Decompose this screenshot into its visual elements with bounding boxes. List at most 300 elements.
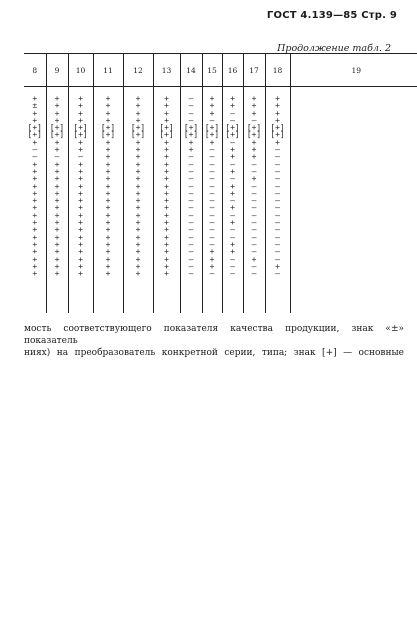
table-cell-column	[180, 87, 202, 314]
table-cell-mark: —	[275, 174, 280, 184]
table-cell-mark: +	[54, 203, 60, 213]
table-cell-mark: [+]	[270, 123, 285, 133]
table-cell-mark: +	[54, 145, 60, 155]
table-cell-mark: +	[275, 137, 280, 147]
table-cell-mark: —	[230, 159, 235, 169]
table-cell-mark: +	[164, 166, 169, 176]
table-cell-mark: +	[230, 239, 235, 249]
table-cell-mark: +	[78, 239, 83, 249]
table-cell-mark: +	[54, 261, 60, 271]
table-cell-mark: +	[54, 166, 60, 176]
table-cell-mark: —	[78, 152, 83, 162]
table-cell-mark: —	[230, 196, 235, 206]
table-cell-mark: —	[251, 232, 257, 242]
table-cell-mark: [+]	[49, 130, 65, 140]
table-cell-mark: +	[209, 261, 215, 271]
table-cell-mark: +	[105, 145, 111, 155]
table-cell-mark: —	[275, 269, 280, 279]
table-cell-mark: +	[251, 174, 257, 184]
table-cell-mark: [+]	[159, 130, 174, 140]
column-header: 18	[265, 54, 290, 87]
table-cell-mark: —	[275, 254, 280, 264]
table-cell-column	[265, 87, 290, 314]
table-cell-mark: [+]	[100, 130, 116, 140]
table-cell-mark: +	[164, 225, 169, 235]
table-cell-mark: +	[78, 225, 83, 235]
table-cell-mark: +	[32, 210, 38, 220]
table-cell-mark: +	[105, 101, 111, 111]
table-cell-mark: +	[230, 101, 235, 111]
column-header: 14	[180, 54, 202, 87]
table-cell-mark: +	[78, 188, 83, 198]
table-cell-mark: +	[135, 188, 141, 198]
table-cell-mark: —	[230, 108, 235, 118]
table-cell-mark: —	[230, 269, 235, 279]
table-cell-mark: [+]	[73, 130, 88, 140]
column-header: 16	[222, 54, 243, 87]
table-cell-mark: ±	[32, 101, 38, 111]
table-cell-mark: —	[209, 188, 215, 198]
table-cell-column	[290, 87, 417, 314]
table-cell-mark: +	[78, 181, 83, 191]
column-header: 19	[290, 54, 417, 87]
table-cell-mark: +	[54, 101, 60, 111]
table-cell-mark: —	[275, 203, 280, 213]
table-cell-mark: —	[209, 152, 215, 162]
table-cell-mark: +	[54, 108, 60, 118]
table-cell-mark: —	[251, 218, 257, 228]
table-cell-mark: +	[105, 232, 111, 242]
table-cell-mark: —	[188, 232, 194, 242]
table-cell-mark: +	[164, 261, 169, 271]
table-cell-column	[46, 87, 68, 314]
table-continuation-label: Продолжение табл. 2	[277, 43, 391, 54]
table-cell-mark: +	[164, 115, 169, 125]
table-cell-mark: +	[54, 239, 60, 249]
table-cell-mark: +	[32, 174, 38, 184]
table-cell-mark: +	[164, 247, 169, 257]
table-body-row	[24, 87, 417, 314]
table-cell-mark: +	[105, 108, 111, 118]
table-cell-mark: [+]	[246, 130, 262, 140]
table-cell-mark: —	[230, 137, 235, 147]
table-cell-mark: +	[164, 108, 169, 118]
table-cell-mark: —	[188, 166, 194, 176]
table-cell-mark: +	[105, 203, 111, 213]
table-cell-mark: —	[188, 159, 194, 169]
table-cell-mark: [+]	[225, 123, 240, 133]
table-cell-mark: +	[230, 145, 235, 155]
table-cell-mark: +	[32, 254, 38, 264]
table-cell-mark: +	[54, 269, 60, 279]
table-cell-mark: +	[78, 210, 83, 220]
table-cell-mark: +	[135, 210, 141, 220]
table-cell-mark: —	[209, 174, 215, 184]
table-cell-mark: +	[209, 94, 215, 103]
table-cell-mark: +	[135, 232, 141, 242]
table-cell-mark: +	[188, 145, 194, 155]
table-cell-mark: +	[32, 115, 38, 125]
table-cell-mark: +	[135, 145, 141, 155]
table-cell-mark: [+]	[246, 123, 262, 133]
table-cell-mark: +	[78, 159, 83, 169]
table-cell-mark: —	[188, 210, 194, 220]
table-cell-mark: +	[54, 254, 60, 264]
table-cell-mark: —	[251, 166, 257, 176]
table-cell-mark: +	[275, 115, 280, 125]
column-header: 13	[153, 54, 180, 87]
table-cell-mark: +	[135, 152, 141, 162]
table-cell-mark: —	[188, 247, 194, 257]
table-cell-mark: —	[275, 232, 280, 242]
table-cell-mark: +	[164, 137, 169, 147]
table-cell-mark: +	[251, 108, 257, 118]
table-cell-mark: —	[251, 210, 257, 220]
table-cell-mark: +	[54, 232, 60, 242]
table-cell-mark: —	[275, 188, 280, 198]
table-cell-mark: +	[105, 166, 111, 176]
table-cell-mark: +	[32, 218, 38, 228]
table-cell-mark: —	[209, 269, 215, 279]
table-cell-mark: —	[230, 115, 235, 125]
table-cell-mark: +	[135, 254, 141, 264]
table-cell-mark: —	[54, 152, 60, 162]
table-cell-mark: —	[209, 196, 215, 206]
table-cell-mark: +	[32, 247, 38, 257]
table-cell-mark: [+]	[49, 123, 65, 133]
table-cell-column	[202, 87, 222, 314]
table-cell-mark: [+]	[225, 130, 240, 140]
table-cell-mark: +	[78, 145, 83, 155]
table-cell-mark: [+]	[204, 123, 220, 133]
table-cell-mark: [+]	[27, 123, 42, 133]
column-header: 11	[93, 54, 123, 87]
table-cell-mark: +	[32, 108, 38, 118]
table-cell-mark: +	[164, 101, 169, 111]
table-cell-mark: —	[188, 254, 194, 264]
table-cell-mark: +	[251, 254, 257, 264]
table-cell-mark: —	[188, 108, 194, 118]
table-cell-mark: +	[54, 210, 60, 220]
table-cell-mark: +	[78, 261, 83, 271]
table-header-row	[24, 54, 417, 87]
table-cell-mark: +	[251, 152, 257, 162]
table-cell-column	[153, 87, 180, 314]
table-cell-mark: —	[188, 203, 194, 213]
table-cell-mark: +	[135, 218, 141, 228]
table-cell-mark: —	[275, 166, 280, 176]
table-cell-mark: +	[251, 101, 257, 111]
table-cell-mark: —	[275, 218, 280, 228]
table-cell-mark: +	[164, 181, 169, 191]
table-cell-mark: —	[188, 239, 194, 249]
table-cell-mark: —	[188, 218, 194, 228]
table-cell-mark: —	[209, 225, 215, 235]
table-cell-mark: —	[188, 261, 194, 271]
table-cell-mark: +	[164, 174, 169, 184]
table-cell-mark: —	[209, 239, 215, 249]
table-cell-mark: +	[78, 218, 83, 228]
column-header: 8	[24, 54, 46, 87]
table-cell-mark: —	[230, 261, 235, 271]
table-cell-mark: —	[251, 247, 257, 257]
table-cell-mark: +	[54, 159, 60, 169]
table-cell-mark: +	[54, 94, 60, 103]
table-cell-mark: +	[164, 269, 169, 279]
table-cell-mark: [+]	[130, 123, 146, 133]
table-cell-column	[93, 87, 123, 314]
table-cell-mark: —	[251, 203, 257, 213]
table-cell-mark: +	[135, 174, 141, 184]
table-cell-mark: +	[135, 108, 141, 118]
table-cell-mark: +	[54, 247, 60, 257]
table-cell-mark: —	[230, 174, 235, 184]
table-cell-mark: +	[251, 145, 257, 155]
table-cell-mark: +	[230, 166, 235, 176]
column-header: 9	[46, 54, 68, 87]
table-cell-mark: +	[135, 181, 141, 191]
table-cell-mark: +	[105, 115, 111, 125]
table-cell-mark: —	[251, 115, 257, 125]
table-cell-mark: +	[105, 239, 111, 249]
body-text	[24, 323, 404, 359]
table-cell-column	[68, 87, 93, 314]
table-cell-mark: +	[105, 159, 111, 169]
table-cell-mark: +	[105, 269, 111, 279]
table-cell-mark: +	[32, 166, 38, 176]
table-cell-mark: +	[251, 94, 257, 103]
table-cell-mark: +	[230, 152, 235, 162]
table-cell-mark: —	[209, 203, 215, 213]
table-cell-mark: +	[105, 247, 111, 257]
table-cell-mark: [+]	[130, 130, 146, 140]
table-cell-mark: +	[275, 101, 280, 111]
table-cell-mark: +	[78, 137, 83, 147]
table-cell-mark: +	[54, 218, 60, 228]
table-cell-mark: +	[54, 181, 60, 191]
table-cell-mark: +	[135, 159, 141, 169]
table-cell-mark: —	[188, 174, 194, 184]
table-cell-mark: +	[105, 188, 111, 198]
table-cell-mark: +	[78, 254, 83, 264]
table-cell-mark: —	[275, 210, 280, 220]
table-cell-mark: +	[275, 108, 280, 118]
table-cell-mark: +	[209, 108, 215, 118]
table-cell-mark: —	[32, 145, 38, 155]
table-cell-mark: +	[135, 239, 141, 249]
table-cell-mark: +	[32, 225, 38, 235]
table-cell-mark: +	[32, 261, 38, 271]
table-cell-mark: —	[188, 101, 194, 111]
table-cell-mark: +	[32, 181, 38, 191]
table-cell-mark: +	[135, 101, 141, 111]
table-cell-mark: —	[209, 145, 215, 155]
table-cell-mark: +	[164, 145, 169, 155]
table-cell-mark: +	[188, 137, 194, 147]
table-cell-mark: [+]	[183, 123, 199, 133]
table-cell-mark: +	[78, 247, 83, 257]
table-cell-mark: +	[78, 232, 83, 242]
table-cell-mark: —	[209, 166, 215, 176]
table-cell-mark: +	[32, 203, 38, 213]
table-cell-mark: —	[251, 225, 257, 235]
table-cell-mark: +	[230, 181, 235, 191]
table-cell-mark: +	[275, 261, 280, 271]
table-cell-mark: —	[188, 152, 194, 162]
body-text-line: ниях) на преобразователь конкретной серии, типа; знак [+] — основные	[24, 348, 404, 358]
table-cell-mark: —	[230, 210, 235, 220]
table-cell-mark: +	[54, 137, 60, 147]
table-cell-mark: +	[54, 115, 60, 125]
table-cell-mark: —	[188, 94, 194, 103]
table-cell-mark: +	[135, 269, 141, 279]
table-cell-mark: +	[32, 196, 38, 206]
table-cell-mark: +	[164, 203, 169, 213]
table-cell-mark: +	[32, 159, 38, 169]
table-cell-mark: +	[275, 94, 280, 103]
table-cell-mark: +	[32, 232, 38, 242]
table-cell-mark: —	[251, 159, 257, 169]
table-cell-mark: +	[164, 218, 169, 228]
table-cell-mark: +	[105, 181, 111, 191]
table-cell-mark: +	[78, 101, 83, 111]
table-cell-mark: +	[164, 159, 169, 169]
table-cell-mark: —	[188, 115, 194, 125]
table-cell-mark: +	[105, 218, 111, 228]
table-cell-mark: +	[78, 174, 83, 184]
table-cell-mark: +	[135, 261, 141, 271]
table-cell-mark: [+]	[204, 130, 220, 140]
table-cell-mark: —	[32, 152, 38, 162]
table-cell-mark: +	[78, 115, 83, 125]
table-cell-mark: —	[188, 188, 194, 198]
table-cell-mark: +	[209, 137, 215, 147]
table-cell-mark: +	[78, 203, 83, 213]
table-cell-mark: +	[230, 218, 235, 228]
table-cell-mark: —	[230, 225, 235, 235]
table-cell-mark: —	[275, 181, 280, 191]
table-cell-mark: +	[105, 254, 111, 264]
table-cell-mark: —	[188, 225, 194, 235]
table-cell-mark: —	[251, 188, 257, 198]
table-cell-mark: +	[135, 166, 141, 176]
table-cell-mark: +	[164, 254, 169, 264]
table-cell-mark: +	[78, 269, 83, 279]
table-cell-mark: —	[209, 159, 215, 169]
table-cell-mark: +	[164, 196, 169, 206]
table-cell-mark: +	[164, 94, 169, 103]
table-cell-mark: —	[209, 181, 215, 191]
table-cell-mark: +	[105, 196, 111, 206]
table-cell-column	[222, 87, 243, 314]
table-cell-mark: +	[164, 232, 169, 242]
table-cell-mark: +	[164, 152, 169, 162]
column-header: 12	[123, 54, 153, 87]
table-cell-mark: +	[54, 225, 60, 235]
table-cell-column	[24, 87, 46, 314]
table-cell-mark: +	[54, 188, 60, 198]
table-cell-mark: —	[275, 145, 280, 155]
table-cell-mark: +	[32, 188, 38, 198]
table-cell-mark: +	[230, 188, 235, 198]
table-cell-mark: +	[32, 94, 38, 103]
table-cell-mark: —	[188, 269, 194, 279]
table-cell-mark: +	[209, 101, 215, 111]
table-cell-mark: +	[105, 174, 111, 184]
table-cell-mark: +	[105, 261, 111, 271]
table-cell-mark: —	[188, 196, 194, 206]
table-cell-mark: —	[275, 152, 280, 162]
table-cell-mark: —	[209, 218, 215, 228]
table-cell-mark: —	[275, 196, 280, 206]
table-cell-mark: +	[78, 94, 83, 103]
table-cell-mark: +	[78, 108, 83, 118]
table-cell-mark: +	[230, 247, 235, 257]
table-cell-mark: +	[135, 196, 141, 206]
table-container	[24, 53, 402, 313]
table-cell-mark: +	[230, 94, 235, 103]
table-cell-mark: —	[251, 239, 257, 249]
table-cell-mark: +	[164, 239, 169, 249]
column-header: 15	[202, 54, 222, 87]
table-cell-mark: +	[105, 225, 111, 235]
table-cell-mark: —	[251, 196, 257, 206]
table-cell-mark: —	[209, 232, 215, 242]
table-cell-mark: —	[230, 254, 235, 264]
page-header: ГОСТ 4.139—85 Стр. 9	[266, 10, 397, 21]
table-cell-mark: —	[230, 232, 235, 242]
table-cell-mark: +	[32, 269, 38, 279]
table-cell-mark: +	[135, 225, 141, 235]
table-cell-mark: +	[230, 203, 235, 213]
table-cell-mark: +	[105, 137, 111, 147]
table-cell-mark: +	[78, 196, 83, 206]
table-cell-mark: —	[209, 210, 215, 220]
table-cell-mark: [+]	[159, 123, 174, 133]
table-cell-column	[243, 87, 265, 314]
table-cell-mark: —	[275, 159, 280, 169]
table-cell-mark: +	[135, 203, 141, 213]
table-cell-mark: +	[251, 137, 257, 147]
table-cell-mark: —	[275, 225, 280, 235]
table-cell-mark: +	[78, 166, 83, 176]
table-cell-mark: [+]	[73, 123, 88, 133]
table-cell-mark: +	[135, 94, 141, 103]
column-header: 10	[68, 54, 93, 87]
table-cell-mark: [+]	[270, 130, 285, 140]
table-cell-mark: +	[105, 94, 111, 103]
table-cell-mark: +	[54, 174, 60, 184]
table-cell-mark: +	[135, 247, 141, 257]
table-cell-mark: [+]	[183, 130, 199, 140]
table-cell-mark: +	[135, 137, 141, 147]
table-cell-mark: +	[135, 115, 141, 125]
table-cell-mark: +	[32, 137, 38, 147]
table-cell-mark: —	[251, 181, 257, 191]
table-cell-mark: —	[275, 239, 280, 249]
table-cell-mark: —	[188, 181, 194, 191]
table-cell-mark: [+]	[100, 123, 116, 133]
table-cell-mark: +	[32, 239, 38, 249]
column-header: 17	[243, 54, 265, 87]
table-cell-column	[123, 87, 153, 314]
table-cell-mark: +	[164, 210, 169, 220]
table-cell-mark: —	[251, 269, 257, 279]
table-cell-mark: —	[251, 261, 257, 271]
table-cell-mark: +	[105, 210, 111, 220]
table-cell-mark: +	[105, 152, 111, 162]
table-cell-mark: [+]	[27, 130, 42, 140]
